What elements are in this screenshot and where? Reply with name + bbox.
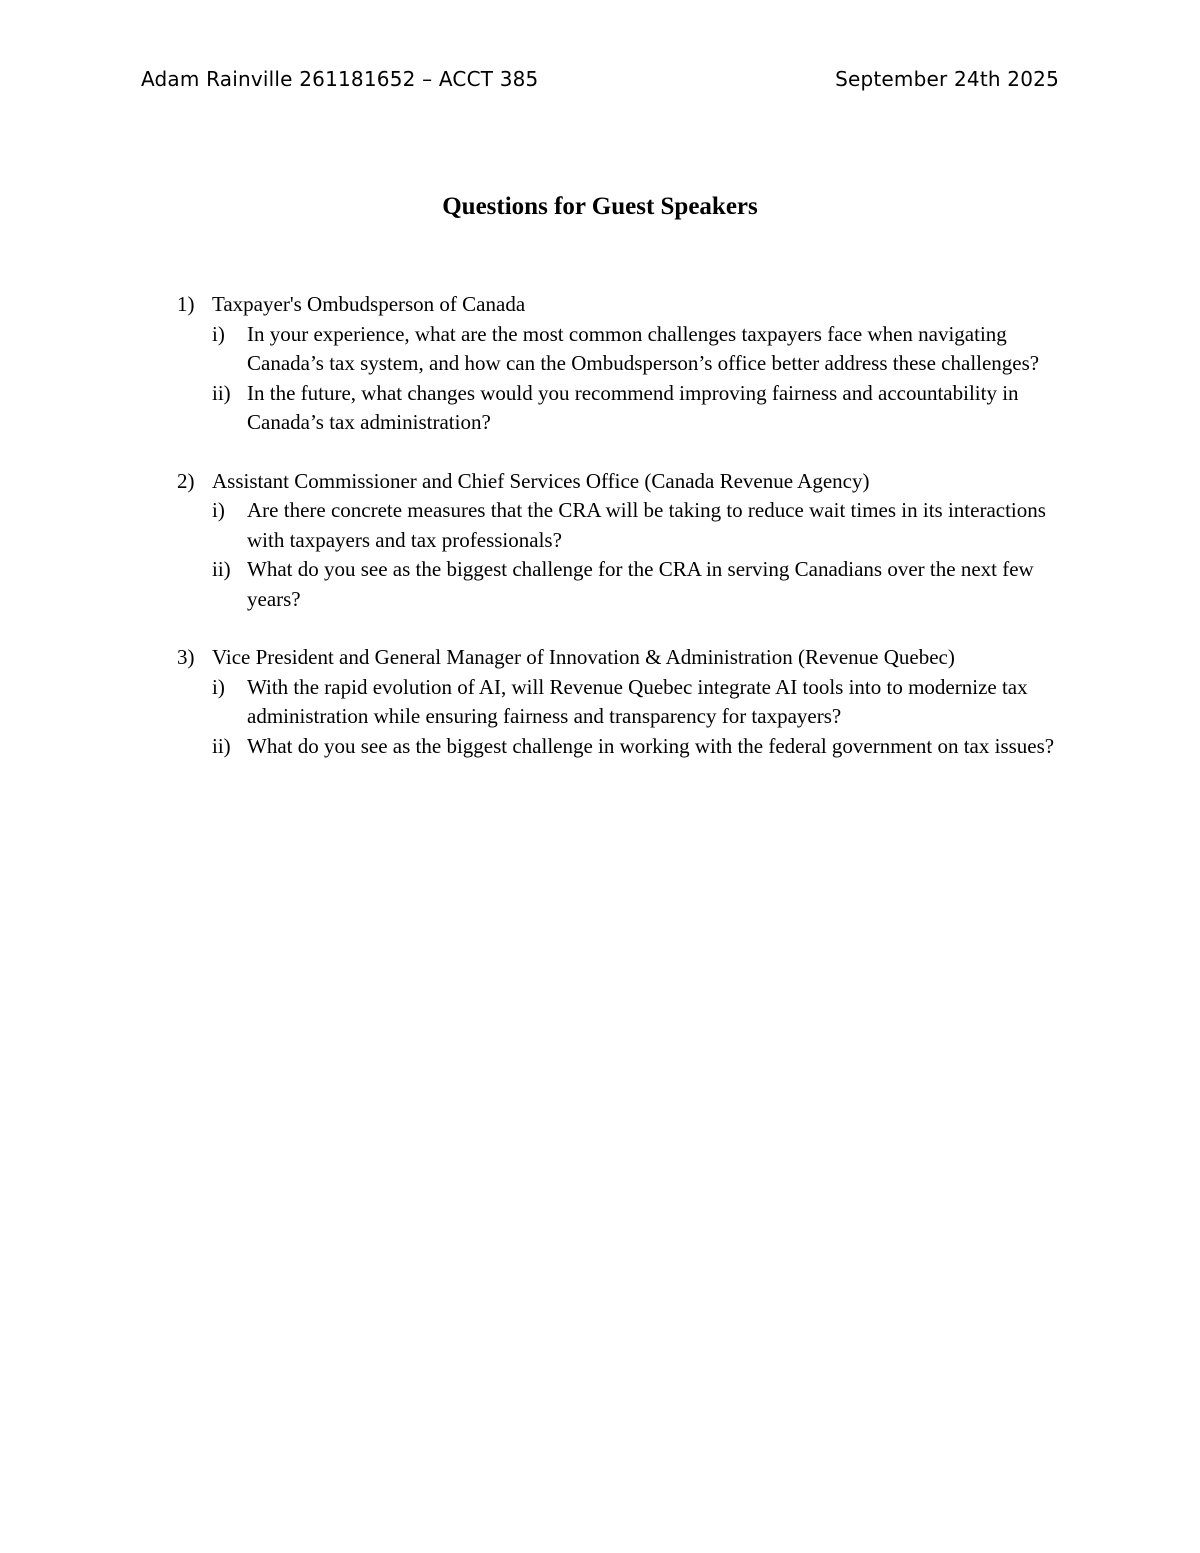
list-item — [0, 732, 1200, 762]
item-text: Are there concrete measures that the CRA will be taking to reduce wait times in its interactions with taxpayers and tax professionals? — [247, 498, 1046, 552]
section-1 — [0, 290, 1200, 438]
item-number: ii) — [212, 557, 231, 581]
section-number: 1) — [177, 292, 195, 316]
section-number: 2) — [177, 468, 195, 493]
item-text: What do you see as the biggest challenge in working with the federal government on tax issues? — [247, 733, 1055, 758]
section-title: Assistant Commissioner and Chief Services Office (Canada Revenue Agency) — [212, 468, 870, 493]
section-number: 3) — [177, 645, 195, 669]
section-2 — [0, 467, 1200, 615]
list-item — [0, 496, 1200, 555]
section-title: Taxpayer's Ombudsperson of Canada — [212, 292, 526, 316]
list-item — [0, 379, 1200, 438]
item-number: i) — [212, 674, 225, 699]
list-item — [0, 673, 1200, 732]
item-number: ii) — [212, 733, 231, 758]
header-author-course: Adam Rainville 261181652 – ACCT 385 — [141, 67, 539, 91]
list-item — [0, 320, 1200, 379]
item-number: i) — [212, 321, 225, 346]
item-number: ii) — [212, 380, 231, 405]
header-date: September 24th 2025 — [835, 67, 1059, 91]
list-item — [0, 555, 1200, 614]
question-list — [0, 290, 1200, 790]
item-number: i) — [212, 498, 225, 522]
item-text: What do you see as the biggest challenge for the CRA in serving Canadians over the next few years? — [247, 557, 1034, 611]
section-3 — [0, 643, 1200, 761]
item-text: With the rapid evolution of AI, will Revenue Quebec integrate AI tools into to modernize tax administration while ensuring fairness and transparency for taxpayers? — [247, 674, 1028, 728]
page-title: Questions for Guest Speakers — [442, 193, 758, 220]
section-title: Vice President and General Manager of Innovation & Administration (Revenue Quebec) — [212, 645, 955, 669]
item-text: In your experience, what are the most common challenges taxpayers face when navigating Canada’s tax system, and how can the Ombudsperson’s office better address these challenges? — [247, 321, 1040, 375]
item-text: In the future, what changes would you recommend improving fairness and accountability in Canada’s tax administration? — [247, 380, 1019, 434]
